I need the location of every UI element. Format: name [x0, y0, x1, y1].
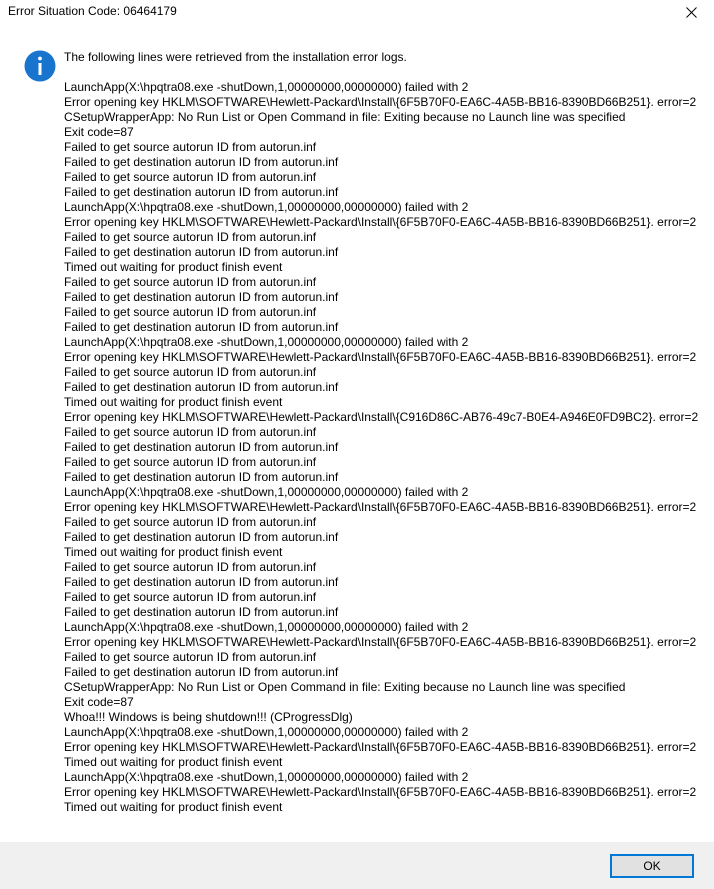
log-line: Failed to get source autorun ID from autorun.inf — [64, 230, 317, 244]
log-line: Failed to get source autorun ID from autorun.inf — [64, 590, 317, 604]
log-line: Error opening key HKLM\SOFTWARE\Hewlett-Packard\Install\{C916D86C-AB76-49c7-B0E4-A946E0FD9BC2}. error=2 — [64, 410, 699, 424]
log-line: Error opening key HKLM\SOFTWARE\Hewlett-Packard\Install\{6F5B70F0-EA6C-4A5B-BB16-8390BD66B251}. error=2 — [64, 740, 697, 754]
log-line: Failed to get source autorun ID from autorun.inf — [64, 170, 317, 184]
intro-text: The following lines were retrieved from the installation error logs. — [64, 50, 407, 64]
log-line: LaunchApp(X:\hpqtra08.exe -shutDown,1,00000000,00000000) failed with 2 — [64, 485, 469, 499]
log-line: LaunchApp(X:\hpqtra08.exe -shutDown,1,00000000,00000000) failed with 2 — [64, 80, 469, 94]
log-line: Failed to get source autorun ID from autorun.inf — [64, 455, 317, 469]
log-line: LaunchApp(X:\hpqtra08.exe -shutDown,1,00000000,00000000) failed with 2 — [64, 335, 469, 349]
log-line: Timed out waiting for product finish event — [64, 395, 283, 409]
close-icon — [686, 7, 697, 18]
log-line: Whoa!!! Windows is being shutdown!!! (CProgressDlg) — [64, 710, 353, 724]
log-line: Failed to get source autorun ID from autorun.inf — [64, 560, 317, 574]
log-line: Exit code=87 — [64, 695, 134, 709]
log-line: Failed to get destination autorun ID from autorun.inf — [64, 290, 339, 304]
log-line: Error opening key HKLM\SOFTWARE\Hewlett-Packard\Install\{6F5B70F0-EA6C-4A5B-BB16-8390BD66B251}. error=2 — [64, 95, 697, 109]
log-line: Failed to get destination autorun ID from autorun.inf — [64, 440, 339, 454]
log-line: Failed to get destination autorun ID from autorun.inf — [64, 155, 339, 169]
log-line: Failed to get destination autorun ID from autorun.inf — [64, 575, 339, 589]
log-line: Failed to get destination autorun ID from autorun.inf — [64, 605, 339, 619]
message-area — [64, 50, 704, 815]
log-line: Timed out waiting for product finish event — [64, 260, 283, 274]
log-line: CSetupWrapperApp: No Run List or Open Command in file: Exiting because no Launch line was specified — [64, 110, 626, 124]
log-line: Error opening key HKLM\SOFTWARE\Hewlett-Packard\Install\{6F5B70F0-EA6C-4A5B-BB16-8390BD66B251}. error=2 — [64, 215, 697, 229]
button-bar — [0, 842, 714, 889]
log-line: Failed to get destination autorun ID from autorun.inf — [64, 245, 339, 259]
log-line: Failed to get source autorun ID from autorun.inf — [64, 140, 317, 154]
log-line: Timed out waiting for product finish event — [64, 755, 283, 769]
log-line: Failed to get source autorun ID from autorun.inf — [64, 650, 317, 664]
log-line: Error opening key HKLM\SOFTWARE\Hewlett-Packard\Install\{6F5B70F0-EA6C-4A5B-BB16-8390BD66B251}. error=2 — [64, 500, 697, 514]
log-line: Failed to get source autorun ID from autorun.inf — [64, 305, 317, 319]
log-line: Failed to get destination autorun ID from autorun.inf — [64, 380, 339, 394]
log-line: Exit code=87 — [64, 125, 134, 139]
log-line: LaunchApp(X:\hpqtra08.exe -shutDown,1,00000000,00000000) failed with 2 — [64, 725, 469, 739]
log-line: Failed to get source autorun ID from autorun.inf — [64, 365, 317, 379]
log-line: Failed to get destination autorun ID from autorun.inf — [64, 185, 339, 199]
log-line: Failed to get source autorun ID from autorun.inf — [64, 275, 317, 289]
log-line: LaunchApp(X:\hpqtra08.exe -shutDown,1,00000000,00000000) failed with 2 — [64, 620, 469, 634]
log-line: Timed out waiting for product finish event — [64, 545, 283, 559]
title-bar — [0, 0, 714, 24]
log-line: Failed to get destination autorun ID from autorun.inf — [64, 470, 339, 484]
log-line: Failed to get source autorun ID from autorun.inf — [64, 515, 317, 529]
log-line: LaunchApp(X:\hpqtra08.exe -shutDown,1,00000000,00000000) failed with 2 — [64, 200, 469, 214]
window-title: Error Situation Code: 06464179 — [8, 4, 177, 18]
error-log — [64, 80, 704, 815]
log-line: Error opening key HKLM\SOFTWARE\Hewlett-Packard\Install\{6F5B70F0-EA6C-4A5B-BB16-8390BD66B251}. error=2 — [64, 785, 697, 799]
log-line: LaunchApp(X:\hpqtra08.exe -shutDown,1,00000000,00000000) failed with 2 — [64, 770, 469, 784]
info-icon — [24, 50, 56, 82]
log-line: Error opening key HKLM\SOFTWARE\Hewlett-Packard\Install\{6F5B70F0-EA6C-4A5B-BB16-8390BD66B251}. error=2 — [64, 350, 697, 364]
log-line: Timed out waiting for product finish event — [64, 800, 283, 814]
log-line: Failed to get destination autorun ID from autorun.inf — [64, 530, 339, 544]
log-line: Failed to get destination autorun ID from autorun.inf — [64, 320, 339, 334]
close-button[interactable] — [668, 0, 714, 24]
ok-button[interactable]: OK — [610, 854, 694, 878]
log-line: Failed to get source autorun ID from autorun.inf — [64, 425, 317, 439]
log-line: CSetupWrapperApp: No Run List or Open Command in file: Exiting because no Launch line was specified — [64, 680, 626, 694]
log-line: Failed to get destination autorun ID from autorun.inf — [64, 665, 339, 679]
log-line: Error opening key HKLM\SOFTWARE\Hewlett-Packard\Install\{6F5B70F0-EA6C-4A5B-BB16-8390BD66B251}. error=2 — [64, 635, 697, 649]
